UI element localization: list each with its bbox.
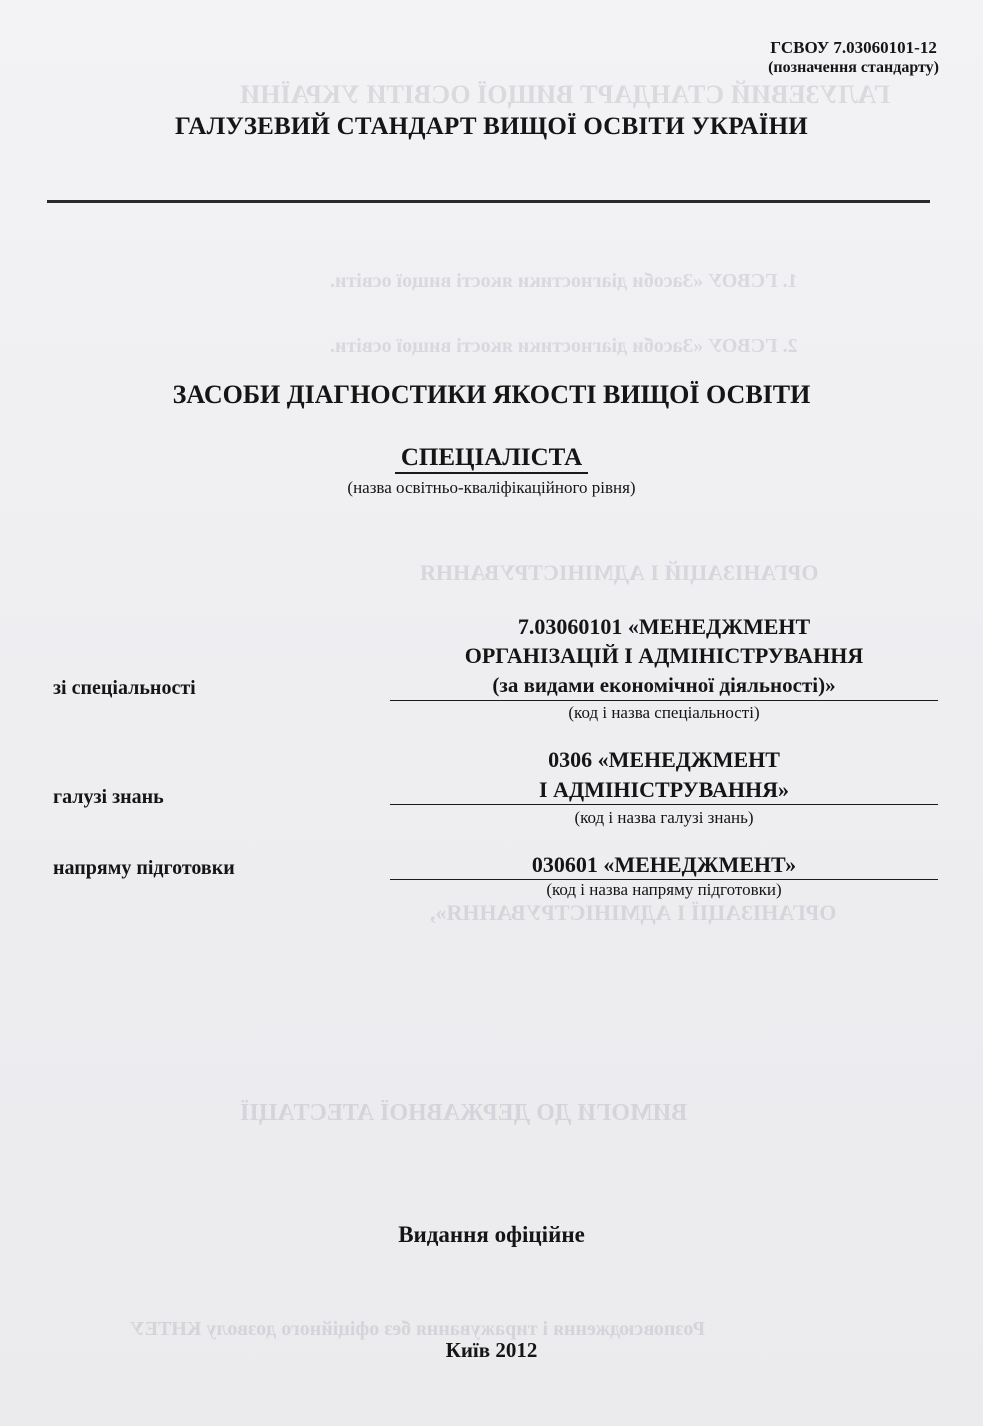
direction-value [390,849,938,880]
qualification-level-caption: (назва освітньо-кваліфікаційного рівня) [347,478,636,497]
bleed-through-text: ГАЛУЗЕВИЙ СТАНДАРТ ВИЩОЇ ОСВІТИ УКРАЇНИ [240,80,891,109]
edition-note: Видання офіційне [398,1222,585,1247]
specialty-line-3: (за видами економічної діяльності)» [390,671,938,701]
standard-designation [768,38,939,78]
direction-label: напряму підготовки [53,857,235,879]
specialty-line-2: ОРГАНІЗАЦІЙ І АДМІНІСТРУВАННЯ [464,643,864,668]
specialty-label: зі спеціальності [53,677,196,699]
field-of-knowledge-line-2: І АДМІНІСТРУВАННЯ» [390,775,938,805]
specialty-line-1: 7.03060101 «МЕНЕДЖМЕНТ [517,614,811,639]
field-of-knowledge-value [390,745,938,805]
field-of-knowledge-line-1: 0306 «МЕНЕДЖМЕНТ [548,747,780,772]
direction-line-1: 030601 «МЕНЕДЖМЕНТ» [390,850,938,880]
standard-title: ГАЛУЗЕВИЙ СТАНДАРТ ВИЩОЇ ОСВІТИ УКРАЇНИ [175,113,808,140]
designation-code: ГСВОУ 7.03060101-12 [770,38,937,57]
bleed-through-text: ВИМОГИ ДО ДЕРЖАВНОЇ АТЕСТАЦІЇ [240,1100,688,1126]
title-divider [47,200,930,203]
field-of-knowledge-label: галузі знань [53,786,164,808]
specialty-value [390,612,938,701]
direction-caption: (код і назва напряму підготовки) [546,880,782,899]
field-of-knowledge-caption: (код і назва галузі знань) [574,808,754,827]
bleed-through-text: 2. ГСВОУ «Засоби діагностики якості вищої освіти. [330,335,798,357]
specialty-caption: (код і назва спеціальності) [568,703,760,722]
qualification-level [0,444,983,474]
bleed-through-text: ОРГАНІЗАЦІЇ І АДМІНІСТРУВАННЯ», [430,900,837,925]
bleed-through-text: ОРГАНІЗАЦІЙ І АДМІНІСТРУВАННЯ [420,560,819,585]
city-year: Київ 2012 [445,1338,538,1362]
bleed-through-text: Розповсюдження і тиражування без офіційного дозволу КНТЕУ [130,1318,706,1340]
main-title: ЗАСОБИ ДІАГНОСТИКИ ЯКОСТІ ВИЩОЇ ОСВІТИ [172,380,811,409]
qualification-level-value: СПЕЦІАЛІСТА [395,444,588,474]
bleed-through-text: 1. ГСВОУ «Засоби діагностики якості вищої освіти. [330,270,798,292]
designation-caption: (позначення стандарту) [768,59,939,76]
